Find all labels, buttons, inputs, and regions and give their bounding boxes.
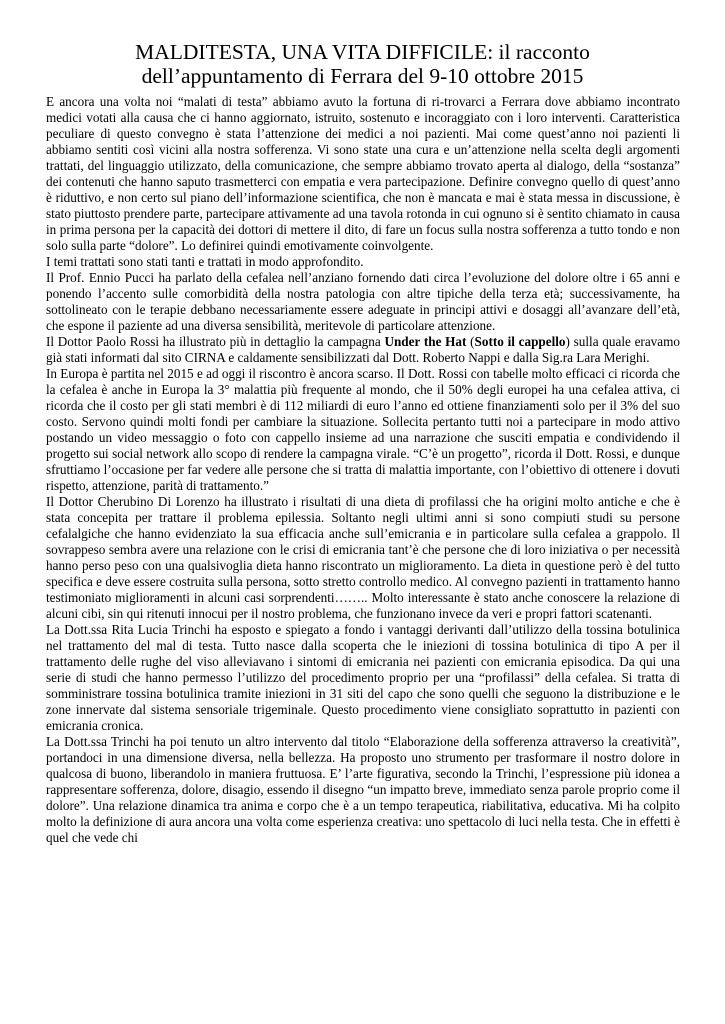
rossi-text-b: ( bbox=[466, 334, 475, 349]
paragraph-trinchi-botox: La Dott.ssa Rita Lucia Trinchi ha esposto e spiegato a fondo i vantaggi derivanti dall’utilizzo della tossina botulinica nel trattamento del mal di testa. Tutto nasce dalla scoperta che le iniezioni di tossina botulinica di tipo A per il trattamento delle rughe del viso alleviavano i sintomi di emicrania nei pazienti con emicrania episodica. Da qui una serie di studi che hanno permesso l’utilizzo del procedimento proprio per una “profilassi” della cefalea. Si tratta di somministrare tossina botulinica tramite iniezioni in 31 siti del capo che sono quelli che seguono la distribuzione e le zone innervate dal sistema sensoriale trigeminale. Questo procedimento viene consigliato soprattutto in pazienti con emicrania cronica. bbox=[46, 622, 680, 733]
page-title bbox=[0, 40, 725, 88]
paragraph-europe: In Europa è partita nel 2015 e ad oggi il riscontro è ancora scarso. Il Dott. Rossi con tabelle molto efficaci ci ricorda che la cefalea è anche in Europa la 3° malattia più frequente al mondo, che il 50% degli europei ha una cefalea attiva, ci ricorda che il costo per gli stati membri è di 112 miliardi di euro l’anno ed ottiene finanziamenti solo per il 3% del suo costo. Servono quindi molti fondi per cambiare la situazione. Sollecita pertanto tutti noi a partecipare in modo attivo postando un video messaggio o foto con cappello insieme ad una narrazione che susciti empatia e condividendo il progetto sui social network allo scopo di rendere la campagna virale. “C’è un progetto”, ricorda il Dott. Rossi, e dunque sfruttiamo l’occasione per far vedere alle persone che si tratta di malattia importante, con l’obiettivo di ottenere i dovuti rispetto, attenzione, parità di trattamento.” bbox=[46, 366, 680, 493]
title-line-1: MALDITESTA, UNA VITA DIFFICILE: il racconto bbox=[135, 40, 590, 64]
paragraph-intro: E ancora una volta noi “malati di testa” abbiamo avuto la fortuna di ri-trovarci a Ferrara dove abbiamo incontrato medici votati alla causa che ci hanno aggiornato, istruito, sostenuto e incoraggiato con i loro interventi. Caratteristica peculiare di questo convegno è stata l’attenzione dei medici a noi pazienti. Mai come quest’anno noi pazienti li abbiamo sentiti così vicini alla nostra sofferenza. Vi sono state una cura e un’attenzione nella scelta degli argomenti trattati, del linguaggio utilizzato, della comunicazione, che sempre abbiamo trovato aperta al dialogo, della “sostanza” dei contenuti che hanno saputo trasmetterci con empatia e vera partecipazione. Definire convegno quello di quest’anno è riduttivo, e non certo sul piano dell’informazione scientifica, che non è mancata e mai è stata messa in discussione, è stato piuttosto prendere parte, partecipare attivamente ad una tavola rotonda in cui ognuno si è sentito chiamato in causa in prima persona per la capacità dei dottori di mettere il dito, di fare un focus sulla nostra sofferenza a tutto tondo e non solo sulla parte “dolore”. Lo definirei quindi emotivamente coinvolgente. bbox=[46, 94, 680, 253]
campaign-name-it: Sotto il cappello bbox=[474, 334, 566, 349]
article-body bbox=[46, 94, 680, 846]
paragraph-topics: I temi trattati sono stati tanti e trattati in modo approfondito. bbox=[46, 254, 364, 269]
paragraph-rossi bbox=[46, 334, 680, 366]
paragraph-trinchi-creativity: La Dott.ssa Trinchi ha poi tenuto un altro intervento dal titolo “Elaborazione della sofferenza attraverso la creatività”, portandoci in una dimensione diversa, nella bellezza. Ha proposto uno strumento per trasformare il nostro dolore in qualcosa di buono, liberandolo in maniera fruttuosa. E’ l’arte figurativa, secondo la Trinchi, l’espressione più idonea a rappresentare sofferenza, dolore, disagio, essendo il disegno “un impatto breve, immediato senza parole proprio come il dolore”. Una relazione dinamica tra anima e corpo che è a un tempo terapeutica, riabilitativa, educativa. Mi ha colpito molto la definizione di aura ancora una volta come esperienza creativa: uno spettacolo di luci nella testa. Che in effetti è quel che vede chi bbox=[46, 734, 680, 845]
campaign-name-en: Under the Hat bbox=[384, 334, 467, 349]
paragraph-pucci: Il Prof. Ennio Pucci ha parlato della cefalea nell’anziano fornendo dati circa l’evoluzione del dolore oltre i 65 anni e ponendo l’accento sulle comorbidità della nostra patologia con altre tipiche della terza età; successivamente, ha sottolineato con le terapie debbano necessariamente essere adeguate in principi attivi e dosaggi all’avanzare dell’età, che espone il paziente ad una diversa sensibilità, meritevole di particolare attenzione. bbox=[46, 270, 680, 333]
paragraph-di-lorenzo: Il Dottor Cherubino Di Lorenzo ha illustrato i risultati di una dieta di profilassi che ha origini molto antiche e che è stata concepita per trattare il problema epilessia. Soltanto negli ultimi anni si sono compiuti studi su persone cefalalgiche che hanno evidenziato la sua efficacia anche sull’emicrania e in particolare sulla cefalea a grappolo. Il sovrappeso sembra avere una relazione con le crisi di emicrania tant’è che persone che di loro iniziativa o per necessità hanno perso peso con una qualsivoglia dieta hanno riscontrato un miglioramento. La dieta in questione però è del tutto specifica e deve essere costruita sulla persona, sotto stretto controllo medico. Al convegno pazienti in trattamento hanno testimoniato miglioramenti in alcuni casi sorprendenti…….. Molto interessante è stato anche conoscere la relazione di alcuni cibi, sin qui ritenuti innocui per il nostro problema, che funzionano invece da veri e propri fattori scatenanti. bbox=[46, 494, 680, 621]
rossi-text-a: Il Dottor Paolo Rossi ha illustrato più in dettaglio la campagna bbox=[46, 334, 385, 349]
rossi-text-c: ) sulla quale eravamo già stati informati dal sito CIRNA e caldamente sensibilizzati dal Dott. Roberto Nappi e dalla Sig.ra Lara Merighi. bbox=[46, 334, 680, 365]
title-line-2: dell’appuntamento di Ferrara del 9-10 ottobre 2015 bbox=[141, 64, 584, 88]
